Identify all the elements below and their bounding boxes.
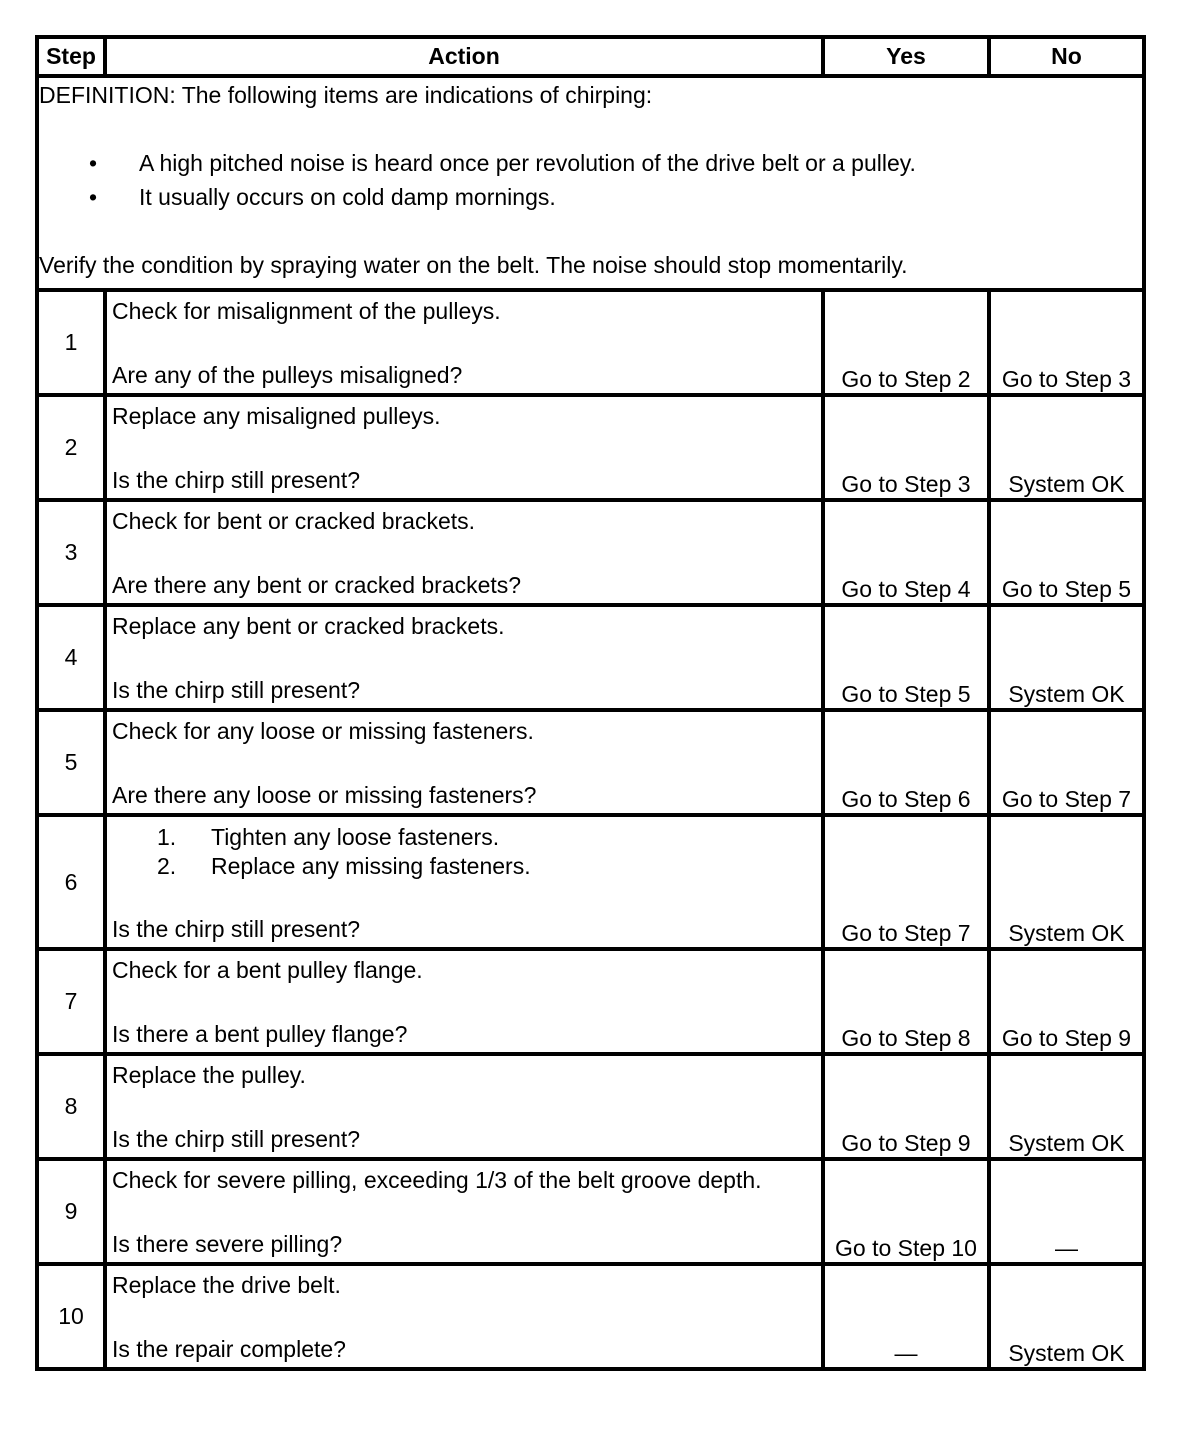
yes-result: Go to Step 6 bbox=[823, 710, 989, 815]
step-row-4 bbox=[37, 605, 1144, 710]
action-cell bbox=[105, 1159, 823, 1264]
header-row bbox=[37, 37, 1144, 76]
action-cell bbox=[105, 949, 823, 1054]
definition-bullet: • A high pitched noise is heard once per revolution of the drive belt or a pulley. bbox=[39, 146, 1142, 180]
step-row-6 bbox=[37, 815, 1144, 949]
action-question: Are there any bent or cracked brackets? bbox=[112, 572, 522, 598]
action-check: Check for bent or cracked brackets. bbox=[112, 508, 476, 534]
list-number: 1. bbox=[157, 824, 177, 850]
action-check: Replace any bent or cracked brackets. bbox=[112, 613, 505, 639]
action-check: Check for a bent pulley flange. bbox=[112, 957, 423, 983]
action-check: Replace the drive belt. bbox=[112, 1272, 341, 1298]
action-question: Is the chirp still present? bbox=[112, 916, 361, 942]
list-text: Tighten any loose fasteners. bbox=[211, 824, 500, 850]
action-cell bbox=[105, 395, 823, 500]
action-cell bbox=[105, 815, 823, 949]
header-yes: Yes bbox=[823, 37, 989, 76]
step-number: 4 bbox=[37, 605, 105, 710]
yes-result: Go to Step 10 bbox=[823, 1159, 989, 1264]
step-row-9 bbox=[37, 1159, 1144, 1264]
no-result: Go to Step 3 bbox=[989, 290, 1144, 395]
yes-result: Go to Step 3 bbox=[823, 395, 989, 500]
list-text: Replace any missing fasteners. bbox=[211, 853, 531, 879]
action-cell bbox=[105, 605, 823, 710]
step-row-8 bbox=[37, 1054, 1144, 1159]
action-check: Check for misalignment of the pulleys. bbox=[112, 298, 501, 324]
action-question: Are any of the pulleys misaligned? bbox=[112, 362, 463, 388]
no-result: Go to Step 7 bbox=[989, 710, 1144, 815]
action-question: Is the chirp still present? bbox=[112, 677, 361, 703]
header-action: Action bbox=[105, 37, 823, 76]
action-check: Replace any misaligned pulleys. bbox=[112, 403, 441, 429]
no-result: System OK bbox=[989, 605, 1144, 710]
header-step: Step bbox=[37, 37, 105, 76]
step-number: 7 bbox=[37, 949, 105, 1054]
no-result: System OK bbox=[989, 815, 1144, 949]
yes-result: Go to Step 7 bbox=[823, 815, 989, 949]
step-row-10 bbox=[37, 1264, 1144, 1369]
yes-result: Go to Step 4 bbox=[823, 500, 989, 605]
step-number: 1 bbox=[37, 290, 105, 395]
action-check: Check for severe pilling, exceeding 1/3 of the belt groove depth. bbox=[112, 1167, 762, 1193]
action-cell bbox=[105, 1264, 823, 1369]
action-list-item bbox=[157, 823, 531, 852]
step-row-2 bbox=[37, 395, 1144, 500]
no-result: Go to Step 9 bbox=[989, 949, 1144, 1054]
no-result: System OK bbox=[989, 1054, 1144, 1159]
action-question: Are there any loose or missing fasteners? bbox=[112, 782, 537, 808]
yes-result: Go to Step 8 bbox=[823, 949, 989, 1054]
action-cell bbox=[105, 290, 823, 395]
action-question: Is the chirp still present? bbox=[112, 467, 361, 493]
action-cell bbox=[105, 500, 823, 605]
step-number: 2 bbox=[37, 395, 105, 500]
definition-row bbox=[37, 76, 1144, 290]
step-row-7 bbox=[37, 949, 1144, 1054]
no-result: System OK bbox=[989, 1264, 1144, 1369]
header-no: No bbox=[989, 37, 1144, 76]
step-row-5 bbox=[37, 710, 1144, 815]
yes-result: Go to Step 5 bbox=[823, 605, 989, 710]
definition-bullet: • It usually occurs on cold damp mornings. bbox=[39, 180, 1142, 214]
no-result: — bbox=[989, 1159, 1144, 1264]
step-number: 5 bbox=[37, 710, 105, 815]
step-number: 8 bbox=[37, 1054, 105, 1159]
action-check: Replace the pulley. bbox=[112, 1062, 306, 1088]
yes-result: — bbox=[823, 1264, 989, 1369]
action-question: Is there a bent pulley flange? bbox=[112, 1021, 408, 1047]
action-cell bbox=[105, 710, 823, 815]
step-number: 3 bbox=[37, 500, 105, 605]
definition-verify: Verify the condition by spraying water on the belt. The noise should stop momentarily. bbox=[39, 252, 908, 278]
step-number: 9 bbox=[37, 1159, 105, 1264]
list-number: 2. bbox=[157, 853, 177, 879]
no-result: System OK bbox=[989, 395, 1144, 500]
yes-result: Go to Step 9 bbox=[823, 1054, 989, 1159]
definition-intro: DEFINITION: The following items are indications of chirping: bbox=[39, 82, 653, 108]
definition-bullets bbox=[39, 146, 1142, 214]
action-question: Is the repair complete? bbox=[112, 1336, 346, 1362]
action-list-item bbox=[157, 852, 531, 881]
step-row-3 bbox=[37, 500, 1144, 605]
action-question: Is there severe pilling? bbox=[112, 1231, 343, 1257]
definition-cell bbox=[37, 76, 1144, 290]
yes-result: Go to Step 2 bbox=[823, 290, 989, 395]
action-cell bbox=[105, 1054, 823, 1159]
step-number: 6 bbox=[37, 815, 105, 949]
no-result: Go to Step 5 bbox=[989, 500, 1144, 605]
diagnostic-table bbox=[35, 35, 1146, 1371]
action-check: Check for any loose or missing fasteners. bbox=[112, 718, 534, 744]
step-row-1 bbox=[37, 290, 1144, 395]
action-question: Is the chirp still present? bbox=[112, 1126, 361, 1152]
step-number: 10 bbox=[37, 1264, 105, 1369]
action-list bbox=[157, 823, 531, 881]
